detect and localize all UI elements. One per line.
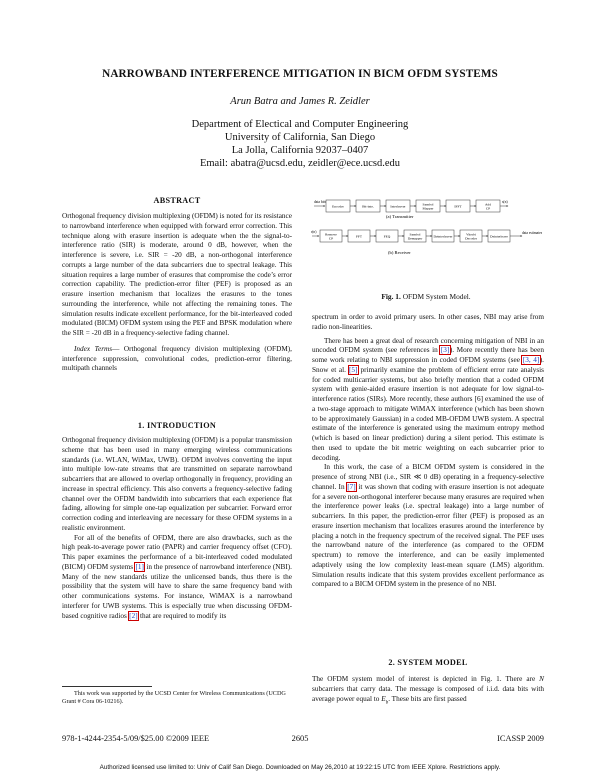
footnote: This work was supported by the UCSD Center for Wireless Communications (UCDG Grant # Cora 06-10216). [62, 690, 286, 705]
intro-p2-text-b: in the presence of narrowband interference (NBI). Many of the new standards utilize the unlicensed bands, thus there is the possibility that the system will have to share the same frequency band with other communications systems. For instance, WiMAX is a narrowband interferer for UWB systems. This is especially true when discussing OFDM-based cognitive radios [62, 562, 292, 620]
tx-block-label: Encoder [332, 204, 344, 209]
intro-p1: Orthogonal frequency division multiplexing (OFDM) is a popular transmission scheme that has been used in many emerging wireless communications standards (i.e. WLAN, WiMax, UWB). OFDM involves converting the input into multiple low-rate streams that are transmitted on separate narrowband subcarriers that are allowed to overlap orthogonally in frequency, providing an increase in spectral efficiency. This also converts a frequency-selective fading channel over the OFDM bandwidth into subcarriers that each experience flat fading, allowing for simple one-tap equalization per subcarrier. Forward error correction coding and interleaving are necessary for these OFDM systems in a realistic environment. [62, 436, 292, 532]
authorization-notice: Authorized licensed use limited to: Univ of Calif San Diego. Downloaded on May 26,2010 at 19:22:15 UTC from IEEE Xplore. Restrictions apply. [99, 764, 501, 771]
rx-input-label: r(n) [311, 230, 317, 234]
tx-output-label: s(n) [502, 200, 508, 204]
intro-body [62, 436, 292, 621]
affiliation-dept: Department of Electical and Computer Engineering [191, 119, 409, 130]
citation-link[interactable]: [3] [440, 346, 450, 355]
right-p2-a: In this work, the case of a BICM OFDM system is considered in the presence of strong NBI (i.e., SIR ≪ 0 dB) operating in a frequency-selective channel. In [312, 463, 544, 491]
right-p1 [312, 337, 544, 464]
tx-input-label: data bits [314, 200, 327, 204]
affiliation [0, 118, 600, 170]
rx-block-label: Deinterleaver [433, 234, 453, 239]
right-p2 [312, 463, 544, 590]
index-terms-label: Index Terms [74, 344, 113, 353]
rx-block-label: FEQ [383, 234, 391, 239]
figure-caption-label: Fig. 1. [381, 292, 401, 301]
sm-var-N: N [539, 675, 544, 683]
footnote-rule [62, 686, 152, 687]
right-column-body [312, 313, 544, 590]
rx-block-label: Remove [325, 232, 337, 237]
citation-link[interactable]: [7] [347, 482, 356, 491]
right-p2-b: it was shown that coding with erasure insertion is not adequate for a severe non-orthogonal interferer because many erasures are required when the interference power leaks (i.e. spectral leakage) into a large number of subcarriers. In this paper, the prediction-error filter (PEF) is proposed as an erasure insertion mechanism that localizes erasures around the interference by placing a notch in the frequency spectrum of the received signal. The PEF uses the narrowband nature of the interference (as compared to the OFDM spectrum) to remove the interference, and can be easily implemented adaptively using the low complexity least-mean square (LMS) algorithm. Simulation results indicate that this system provides excellent performance as compared to a BICM OFDM system in the presence of no NBI. [312, 482, 544, 589]
sm-var-Eb: E [381, 694, 386, 703]
intro-p2 [62, 534, 292, 622]
abstract-text: Orthogonal frequency division multiplexing (OFDM) is noted for its resistance to narrowband interference when equipped with forward error correction. This technique along with erasure insertion is adequate when the the signal-to-interference ratio (SIR) is moderate, around 0 dB, however, when the interference is severe, i.e. SIR = -20 dB, a non-orthogonal interference corrupts a large number of the data subcarriers due to spectral leakage. This situation requires a large number of erasures that compromise the code’s error correction capability. The prediction-error filter (PEF) is proposed as an erasure insertion mechanism that localizes the erasures to the tones surrounding the interference, while not affecting the remaining tones. The simulation results indicate excellent performance, for the bit-interleaved coded modulated (BICM) OFDM system using the PEF and BPSK modulation where the SIR = -20 dB in a frequency-selective fading channel. [62, 212, 292, 337]
right-p1-b: ). More recently there has been some work relating to NBI suppression in coded OFDM systems (see [312, 346, 544, 364]
citation-link[interactable]: [2] [129, 611, 138, 620]
rx-block-label: FFT [355, 234, 363, 239]
rx-block-label: Deinterleave [490, 234, 508, 239]
sm-text-a: The OFDM system model of interest is depicted in Fig. 1. There are [312, 675, 540, 683]
figure-1 [310, 188, 542, 272]
intro-p2-text-a: For all of the benefits of OFDM, there are also drawbacks, such as the high peak-to-average power ratio (PAPR) and carrier frequency offset (CFO). This paper examines the performance of a bit-interleaved coded modulated (BICM) OFDM systems [62, 533, 292, 571]
citation-link[interactable]: [3, 4] [522, 356, 540, 364]
affiliation-email: Email: abatra@ucsd.edu, zeidler@ece.ucsd.edu [199, 158, 401, 169]
right-p1-d: primarily examine the problem of efficient error rate analysis for coded multicarrier systems, but also briefly mention that a coded OFDM system with genie-aided erasure insertion is not adequate for low signal-to-interference ratios (SIRs). More recently, these authors [6] examined the use of a two-stage approach to mitigate WiMAX interference (which has been shown to be approximately Gaussian) in a coded MB-OFDM UWB system. A spectral estimate of the interference is generated using the maximum entropy method (which is based on linear prediction) during a silent period. This estimate is then used to update the bit metric weighting on each subcarrier prior to decoding. [312, 365, 544, 462]
tx-block-label: Interleaver [390, 204, 406, 209]
system-model-heading: 2. SYSTEM MODEL [388, 658, 468, 667]
sm-var-Eb-sub: b [385, 699, 389, 705]
footer-page-number: 2605 [291, 734, 309, 743]
rx-block-label: Viterbi [466, 232, 476, 237]
citation-link[interactable]: [1] [135, 562, 144, 571]
citation-link[interactable]: [5] [349, 365, 358, 374]
figure-caption [310, 292, 542, 301]
rx-block-label: Demapper [407, 236, 423, 241]
index-terms [62, 345, 292, 374]
tx-block-label: Mapper [422, 206, 434, 211]
affiliation-univ: University of California, San Diego [224, 132, 376, 143]
right-p0: spectrum in order to avoid primary users. In other cases, NBI may arise from radio non-linearities. [312, 313, 544, 331]
system-model-p1 [312, 675, 544, 708]
rx-caption: (b) Receiver [388, 250, 411, 255]
footer-conference: ICASSP 2009 [497, 734, 544, 743]
rx-output-label: data estimates [522, 231, 542, 235]
tx-block-label: CP [485, 206, 491, 211]
rx-block-label: Decoder [465, 236, 477, 241]
rx-block-label: CP [328, 236, 334, 241]
intro-p2-text-c: that are required to modify its [138, 611, 227, 620]
tx-caption: (a) Transmitter [386, 214, 414, 219]
tx-block-label: Bit-inte. [362, 204, 374, 209]
paper-authors: Arun Batra and James R. Zeidler [230, 96, 370, 107]
tx-block-label: Add [484, 202, 492, 207]
figure-caption-text: OFDM System Model. [400, 292, 471, 301]
sm-text-c: . These bits are first passed [388, 694, 467, 703]
paper-title: NARROWBAND INTERFERENCE MITIGATION IN BICM OFDM SYSTEMS [102, 68, 498, 80]
sm-text-b: subcarriers that carry data. The message is composed of i.i.d. data bits with average power equal to [312, 684, 544, 703]
index-terms-text: — Orthogonal frequency division multiplexing (OFDM), interference suppression, convolutional codes, prediction-error filtering, multipath channels [62, 344, 292, 373]
right-p1-a: There has been a great deal of research concerning mitigation of NBI in an uncoded OFDM system (see references in [312, 336, 544, 355]
tx-block-label: IFFT [454, 204, 462, 209]
intro-heading: 1. INTRODUCTION [137, 421, 217, 430]
abstract-body [62, 212, 292, 374]
affiliation-city: La Jolla, California 92037–0407 [231, 145, 369, 156]
system-model-body [312, 675, 544, 708]
footer-isbn: 978-1-4244-2354-5/09/$25.00 ©2009 IEEE [62, 734, 210, 743]
right-p1-c: ). Snow et al. [312, 356, 544, 374]
tx-block-label: Symbol [422, 202, 434, 207]
rx-block-label: Symbol [409, 232, 421, 237]
abstract-heading: ABSTRACT [153, 196, 201, 205]
